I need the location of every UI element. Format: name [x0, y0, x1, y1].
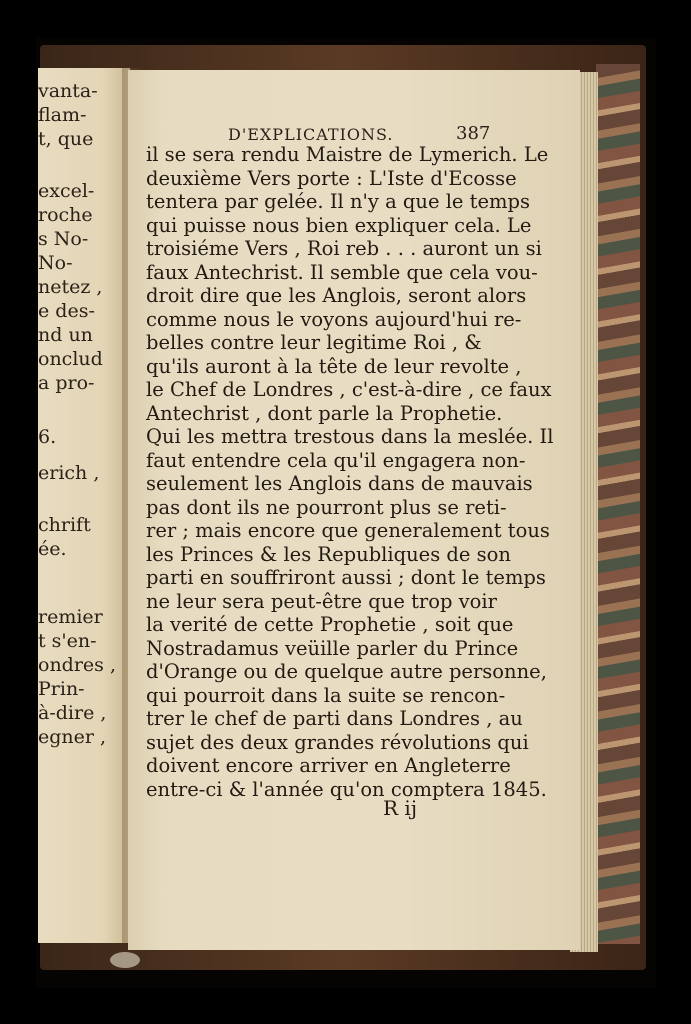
body-line: Antechrist , dont parle la Prophetie.: [146, 401, 503, 425]
left-page-line: à-dire ,: [38, 702, 107, 724]
left-page-line: ée.: [38, 538, 67, 560]
body-line: ne leur sera peut-être que trop voir: [146, 589, 497, 613]
left-page-line: nd un: [38, 324, 93, 346]
left-page-line: egner ,: [38, 726, 107, 748]
body-line: qui puisse nous bien expliquer cela. Le: [146, 213, 532, 237]
body-line: trer le chef de parti dans Londres , au: [146, 707, 523, 730]
page-stain: [110, 952, 140, 968]
left-page-line: onclud: [38, 348, 103, 370]
running-header: D'EXPLICATIONS.: [228, 125, 394, 144]
left-page-line: remier: [38, 606, 103, 628]
left-page-line: 6.: [38, 426, 57, 448]
body-line: qui pourroit dans la suite se rencon-: [146, 683, 506, 707]
body-line: faux Antechrist. Il semble que cela vou-: [146, 260, 538, 284]
marbled-edge: [596, 64, 640, 944]
left-page-line: No-: [38, 252, 73, 274]
body-line: faut entendre cela qu'il engagera non-: [146, 448, 526, 472]
left-page-line: a pro-: [38, 372, 95, 394]
left-page-line: vanta-: [38, 80, 98, 102]
body-line: les Princes & les Republiques de son: [146, 542, 511, 566]
body-line: seulement les Anglois dans de mauvais: [146, 472, 533, 495]
body-line: le Chef de Londres , c'est-à-dire , ce faux: [146, 378, 552, 401]
left-page-line: netez ,: [38, 276, 103, 298]
left-page-line: chrift: [38, 514, 91, 536]
body-line: entre-ci & l'année qu'on comptera 1845.: [146, 777, 547, 801]
body-line: sujet des deux grandes révolutions qui: [146, 730, 529, 754]
page-number: 387: [456, 123, 491, 144]
left-page-line: flam-: [38, 104, 87, 126]
left-page-line: Prin-: [38, 678, 85, 700]
left-page-line: roche: [38, 204, 93, 226]
left-page-line: excel-: [38, 180, 95, 202]
left-page-line: ondres ,: [38, 654, 116, 676]
body-line: tentera par gelée. Il n'y a que le temps: [146, 190, 531, 213]
left-page-line: erich ,: [38, 462, 100, 484]
body-line: comme nous le voyons aujourd'hui re-: [146, 307, 522, 331]
body-line: deuxième Vers porte : L'Iste d'Ecosse: [146, 166, 517, 190]
body-line: la verité de cette Prophetie , soit que: [146, 613, 514, 636]
body-line: d'Orange ou de quelque autre personne,: [146, 660, 547, 683]
signature-mark: R ij: [383, 796, 418, 820]
body-line: doivent encore arriver en Angleterre: [146, 754, 511, 777]
body-line: parti en souffriront aussi ; dont le temps: [146, 566, 546, 589]
body-line: il se sera rendu Maistre de Lymerich. Le: [146, 143, 549, 166]
body-line: droit dire que les Anglois, seront alors: [146, 284, 527, 307]
body-line: rer ; mais encore que generalement tous: [146, 519, 550, 542]
left-page-line: e des-: [38, 300, 95, 322]
left-page: [38, 68, 130, 943]
left-page-line: t, que: [38, 128, 94, 150]
body-line: Nostradamus veüille parler du Prince: [146, 636, 519, 660]
body-line: Qui les mettra trestous dans la meslée. Il: [146, 425, 554, 448]
body-line: pas dont ils ne pourront plus se reti-: [146, 495, 507, 519]
body-line: troisiéme Vers , Roi reb . . . auront un si: [146, 237, 542, 260]
body-line: belles contre leur legitime Roi , &: [146, 331, 482, 354]
left-page-line: s No-: [38, 228, 89, 250]
body-line: qu'ils auront à la tête de leur revolte ,: [146, 354, 522, 378]
left-page-line: t s'en-: [38, 630, 97, 652]
